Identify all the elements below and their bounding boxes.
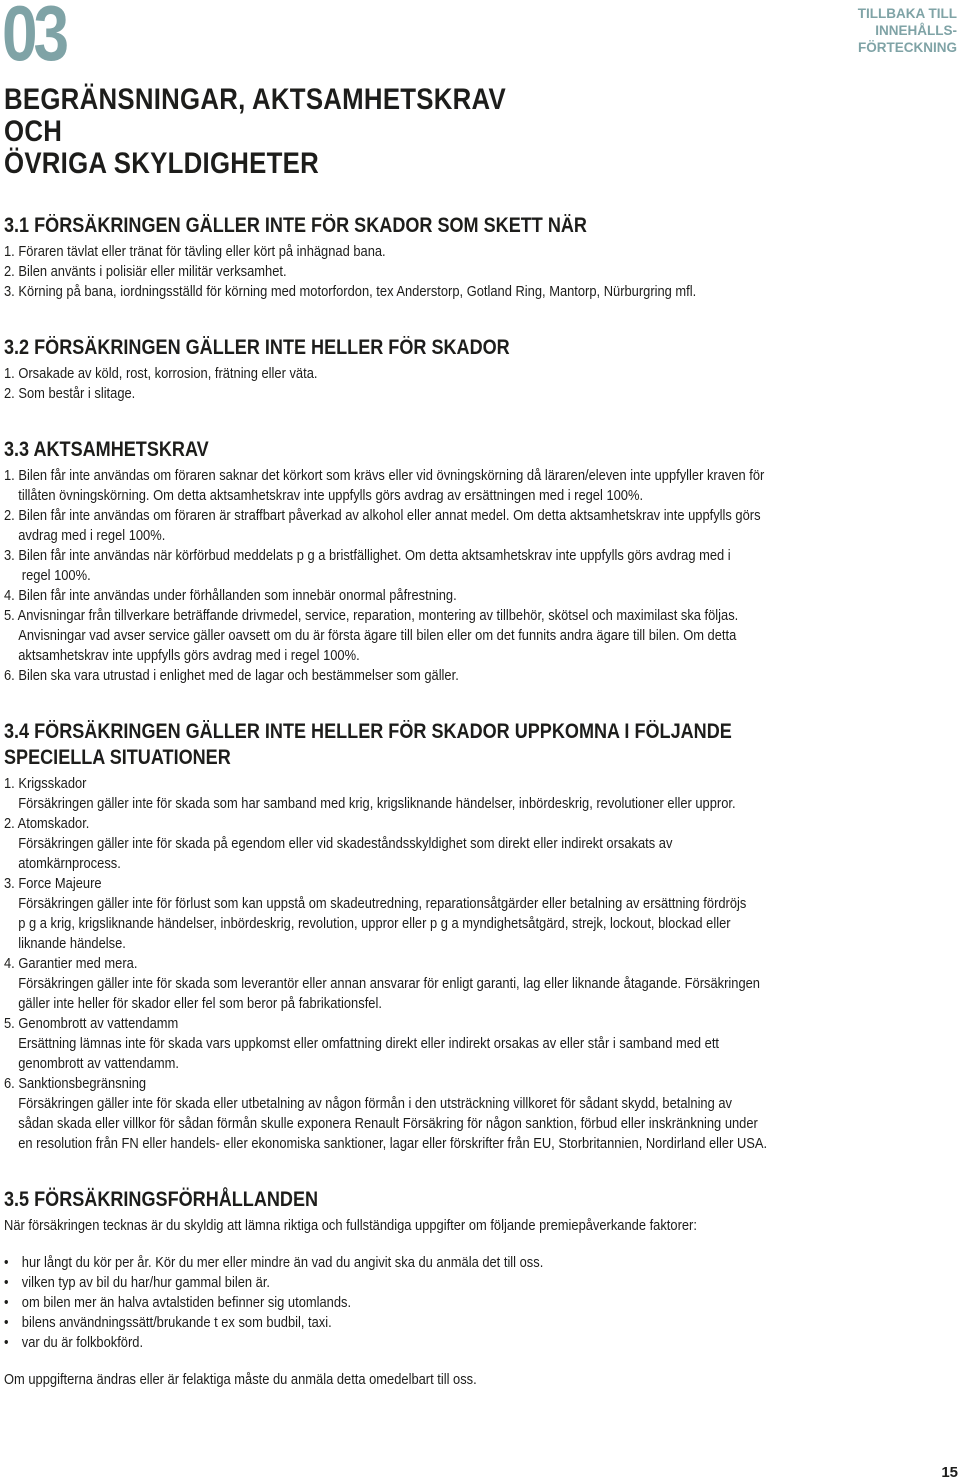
list-item-body: Försäkringen gäller inte för skada eller utbetalning av någon förmån i den utsträckning villkoret för sådant skydd, betalning av [18,1096,733,1112]
list-item-body: gäller inte heller för skador eller fel som beror på fabrikationsfel. [18,996,382,1012]
chapter-title [4,84,537,180]
list-item-body: p g a krig, krigsliknande händelser, inbördeskrig, revolution, uppror eller p g a myndighetsåtgärd, strejk, lockout, blockad eller [18,916,731,932]
back-link-line: INNEHÅLLS- [875,23,957,38]
section-3-2-list [4,364,947,404]
list-item-body: sådan skada eller villkor för sådan förmån skulle exponera Renault Försäkring för någon sanktion, förbud eller inskränkning under [18,1116,758,1132]
section-heading-3-3: 3.3 AKTSAMHETSKRAV [4,438,209,461]
back-link-line: FÖRTECKNING [858,40,957,55]
heading-line: 3.4 FÖRSÄKRINGEN GÄLLER INTE HELLER FÖR SKADOR UPPKOMNA I FÖLJANDE [4,720,732,743]
list-item: 3. Force Majeure [4,876,102,892]
section-heading-3-2: 3.2 FÖRSÄKRINGEN GÄLLER INTE HELLER FÖR SKADOR [4,336,510,359]
list-item: 4. Garantier med mera. [4,956,138,972]
list-item-continuation: avdrag med i regel 100%. [18,528,166,544]
list-item-body: atomkärnprocess. [18,856,121,872]
list-item: 5. Anvisningar från tillverkare beträffande drivmedel, service, reparation, montering av tillbehör, skötsel och maximilast ska följas. [4,608,739,624]
list-item: 1. Föraren tävlat eller tränat för tävling eller kört på inhägnad bana. [4,244,386,260]
list-item-body: Försäkringen gäller inte för skada som har samband med krig, krigsliknande händelser, inbördeskrig, revolutioner eller uppror. [18,796,736,812]
section-3-5-body [4,1216,947,1390]
list-item: 6. Sanktionsbegränsning [4,1076,147,1092]
list-item: 6. Bilen ska vara utrustad i enlighet med de lagar och bestämmelser som gäller. [4,668,459,684]
section-heading-3-4 [4,719,744,771]
list-item-continuation: aktsamhetskrav inte uppfylls görs avdrag med i regel 100%. [18,648,360,664]
list-item: 1. Krigsskador [4,776,87,792]
list-item-body: liknande händelse. [18,936,126,952]
bullet-item: • om bilen mer än halva avtalstiden befinner sig utomlands. [4,1293,947,1313]
list-item: 2. Atomskador. [4,816,90,832]
list-item-body: genombrott av vattendamm. [18,1056,179,1072]
bullet-item: • hur långt du kör per år. Kör du mer eller mindre än vad du angivit ska du anmäla det till oss. [4,1253,947,1273]
bullet-item: • bilens användningssätt/brukande t ex som budbil, taxi. [4,1313,947,1333]
back-link-line: TILLBAKA TILL [857,6,957,21]
chapter-title-line: BEGRÄNSNINGAR, AKTSAMHETSKRAV OCH [4,83,506,148]
list-item: 2. Bilen får inte användas om föraren är straffbart påverkad av alkohol eller annat medel. Om detta aktsamhetskrav inte uppfylls görs [4,508,761,524]
section-3-3-list [4,466,947,686]
list-item-continuation: Anvisningar vad avser service gäller oavsett om du är första ägare till bilen eller om det funnits andra ägare till bilen. Om detta [18,628,737,644]
intro-text: När försäkringen tecknas är du skyldig att lämna riktiga och fullständiga uppgifter om följande premiepåverkande faktorer: [4,1218,697,1234]
list-item-continuation: regel 100%. [21,568,91,584]
section-3-4-list [4,774,947,1154]
heading-line: SPECIELLA SITUATIONER [4,746,231,769]
list-item: 1. Orsakade av köld, rost, korrosion, frätning eller väta. [4,366,318,382]
list-item-body: en resolution från FN eller handels- eller ekonomiska sanktioner, lagar eller förskrifter från EU, Storbritannien, Nordirland eller USA. [18,1136,768,1152]
chapter-title-line: ÖVRIGA SKYLDIGHETER [4,147,320,180]
bullet-item: • vilken typ av bil du har/hur gammal bilen är. [4,1273,947,1293]
list-item: 2. Bilen använts i polisiär eller militär verksamhet. [4,264,287,280]
bullet-list [4,1253,947,1353]
list-item-body: Försäkringen gäller inte för skada på egendom eller vid skadeståndsskyldighet som direkt eller indirekt orsakats av [18,836,673,852]
list-item: 3. Körning på bana, iordningsställd för körning med motorfordon, tex Anderstorp, Gotland Ring, Mantorp, Nürburgring mfl. [4,284,697,300]
list-item-body: Försäkringen gäller inte för förlust som kan uppstå om skadeutredning, reparationsåtgärder eller betalning av ersättning fördröjs [18,896,747,912]
list-item: 2. Som består i slitage. [4,386,136,402]
list-item-continuation: tillåten övningskörning. Om detta aktsamhetskrav inte uppfylls görs avdrag av ersättningen med i regel 100%. [18,488,644,504]
section-3-1-list [4,242,947,302]
outro-text: Om uppgifterna ändras eller är felaktiga måste du anmäla detta omedelbart till oss. [4,1372,477,1388]
list-item: 5. Genombrott av vattendamm [4,1016,179,1032]
list-item: 4. Bilen får inte användas under förhållanden som innebär onormal påfrestning. [4,588,457,604]
bullet-item: • var du är folkbokförd. [4,1333,947,1353]
list-item: 3. Bilen får inte användas när körförbud meddelats p g a bristfällighet. Om detta aktsamhetskrav inte uppfylls görs avdrag med i [4,548,731,564]
section-heading-3-1: 3.1 FÖRSÄKRINGEN GÄLLER INTE FÖR SKADOR SOM SKETT NÄR [4,214,587,237]
page-number: 15 [941,1464,958,1481]
chapter-number: 03 [2,0,65,77]
list-item-body: Försäkringen gäller inte för skada som leverantör eller annan ansvarar för enligt garanti, lag eller liknande åtagande. Försäkringen [18,976,760,992]
back-to-toc-link[interactable] [837,5,957,56]
list-item-body: Ersättning lämnas inte för skada vars uppkomst eller omfattning direkt eller indirekt orsakas av eller står i samband med ett [18,1036,720,1052]
list-item: 1. Bilen får inte användas om föraren saknar det körkort som krävs eller vid övningskörning då läraren/eleven inte uppfyller kraven för [4,468,765,484]
section-heading-3-5: 3.5 FÖRSÄKRINGSFÖRHÅLLANDEN [4,1188,319,1211]
main-content [4,213,954,1390]
